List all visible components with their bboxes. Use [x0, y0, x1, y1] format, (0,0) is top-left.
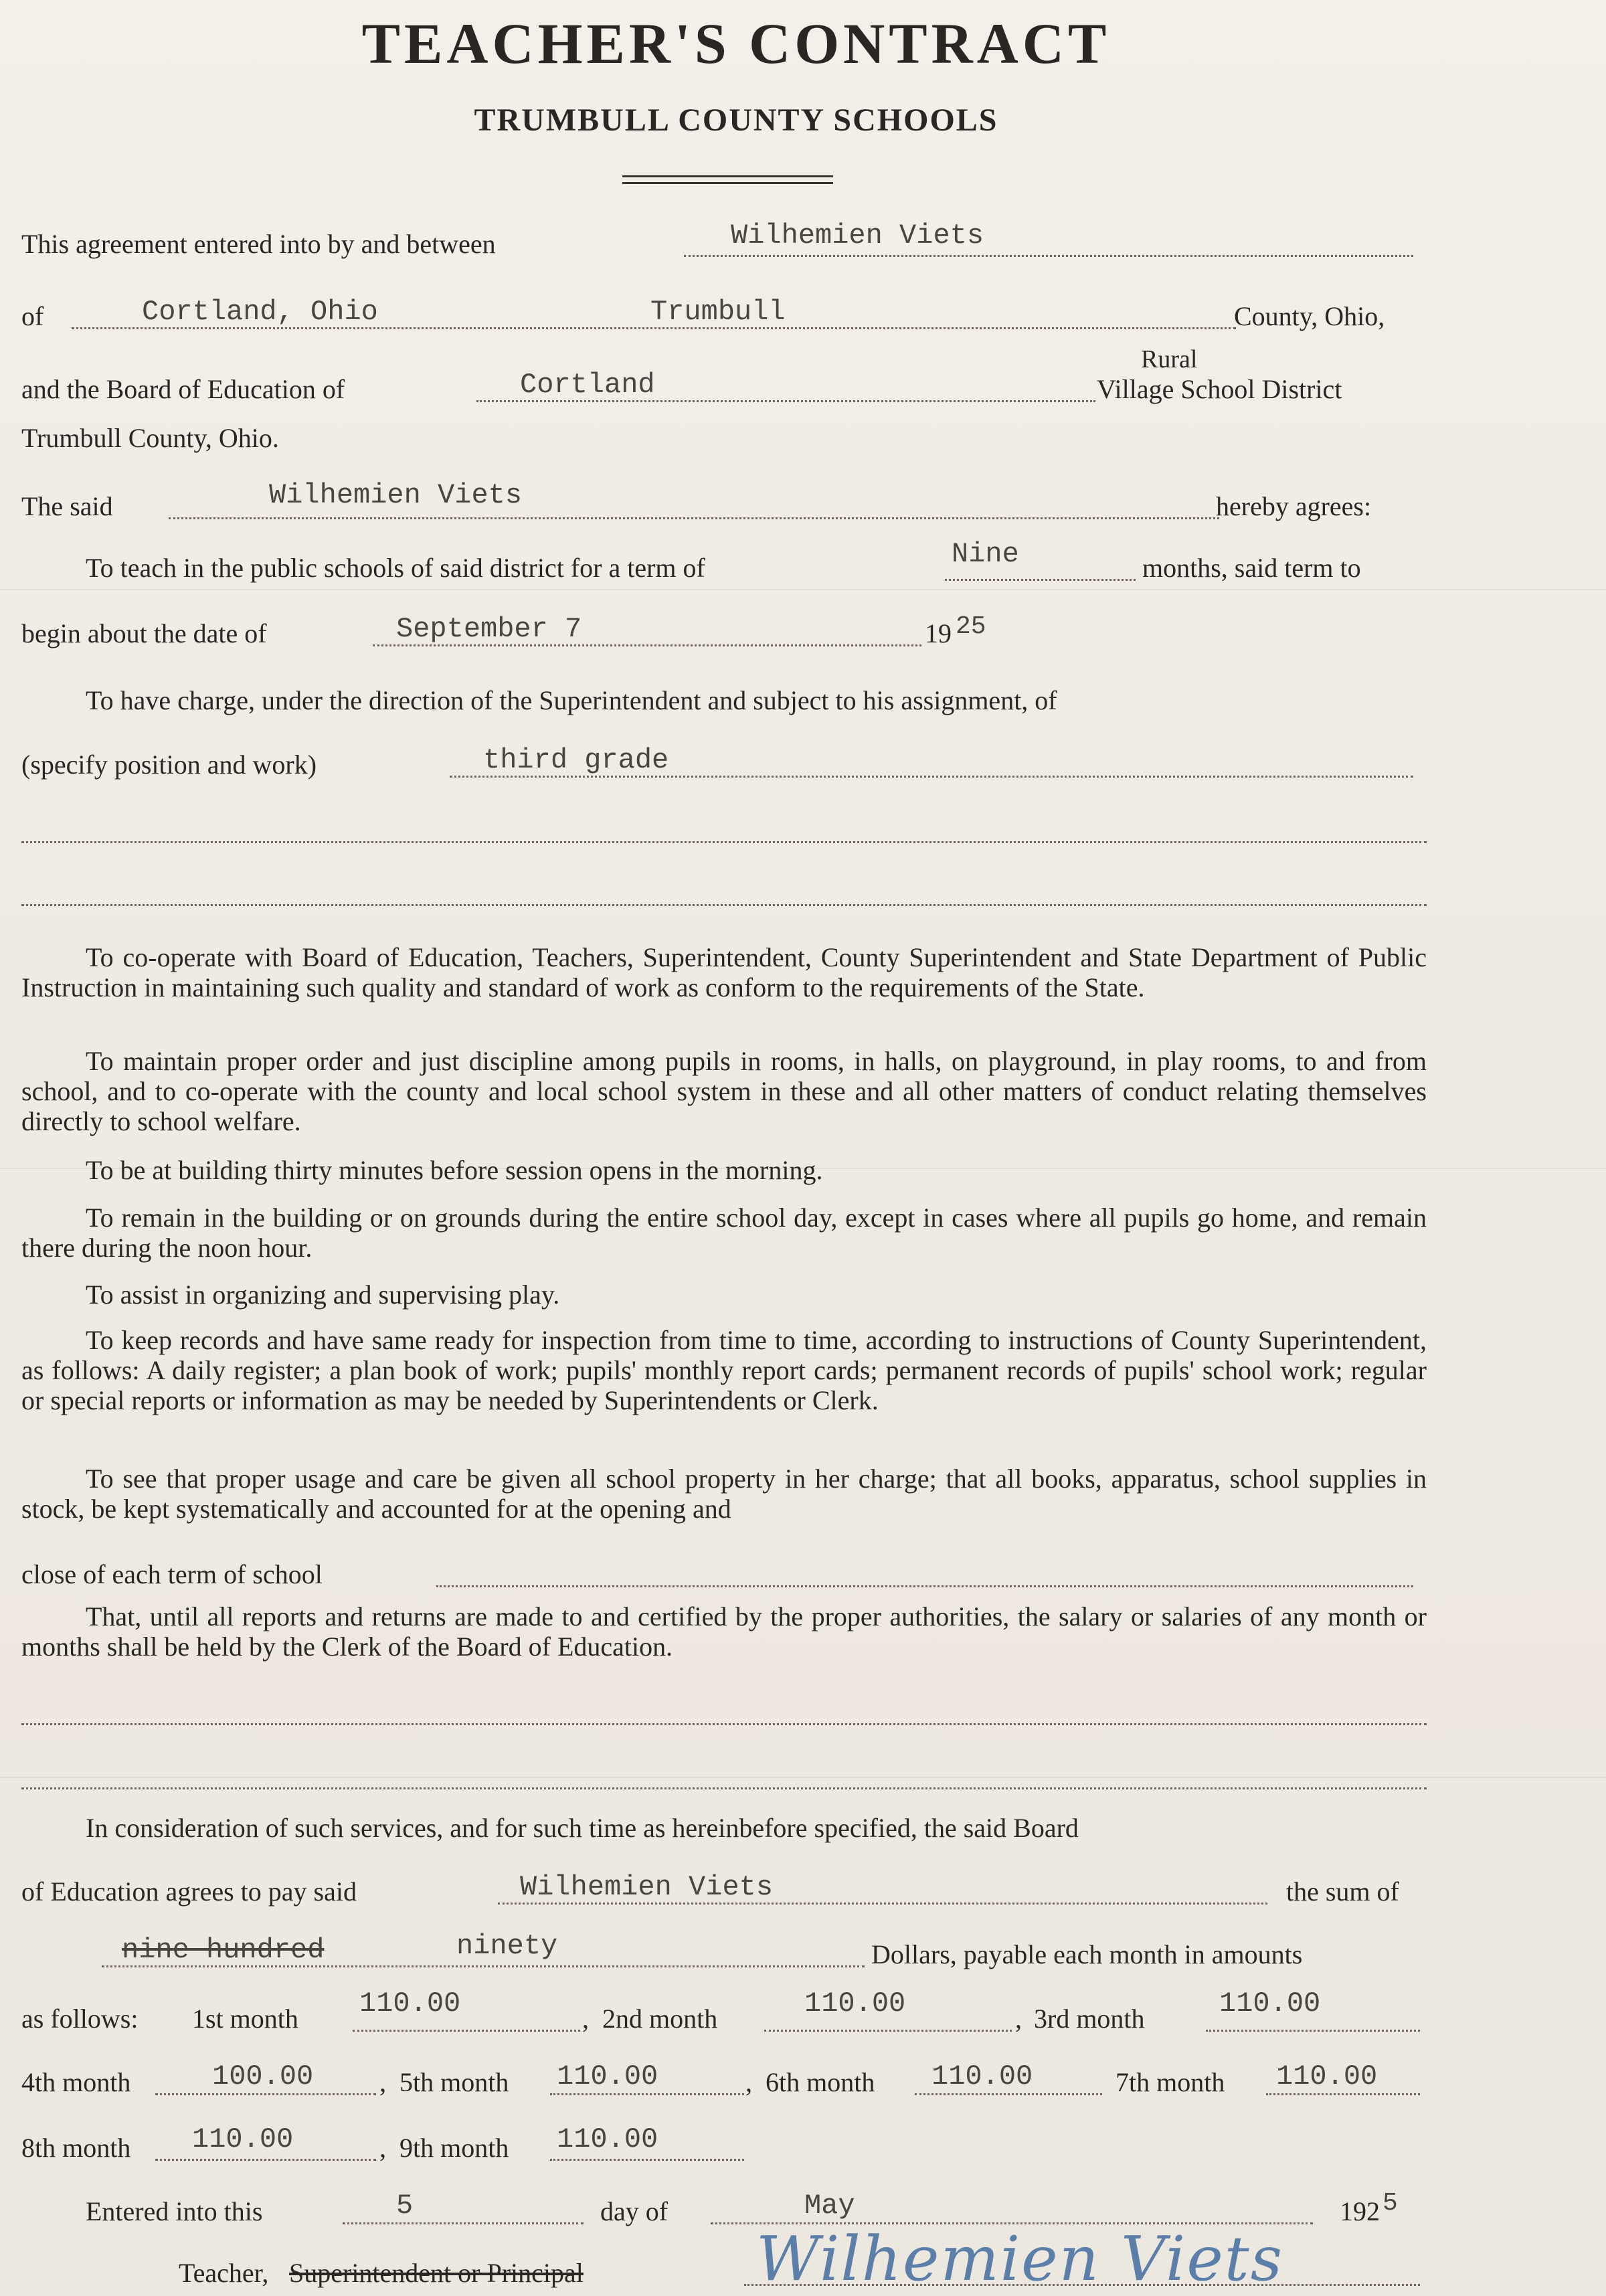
month-line	[353, 2030, 580, 2032]
month-amount: 110.00	[192, 2123, 294, 2155]
teacher-name-line	[684, 255, 1413, 257]
county-field: Trumbull	[650, 296, 786, 328]
said-row	[21, 479, 1427, 526]
begin-row	[21, 610, 1427, 653]
residence-row	[21, 293, 1427, 336]
amount-row	[21, 1931, 1427, 1974]
month-amount: 110.00	[1276, 2060, 1378, 2093]
clause-cooperate: To co-operate with Board of Education, Teachers, Superintendent, County Superintendent and State Department of Public Instruction in maintaining such quality and standard of work as conform to the requirements of the State.	[21, 942, 1427, 1002]
term-row	[21, 538, 1427, 588]
page-subtitle: TRUMBULL COUNTY SCHOOLS	[474, 102, 998, 138]
signature-label-teacher: Teacher,	[179, 2258, 269, 2288]
month-label: 3rd month	[1034, 2004, 1145, 2034]
consideration-row	[21, 1805, 1427, 1848]
month-line	[915, 2093, 1102, 2095]
trumbull-county-label: Trumbull County, Ohio.	[21, 423, 279, 453]
month-line	[1266, 2093, 1420, 2095]
month-label: 8th month	[21, 2133, 131, 2163]
month-separator: ,	[379, 2133, 386, 2163]
clause-reports: That, until all reports and returns are made to and certified by the proper authorities, the salary or salaries of any month or months shall be held by the Clerk of the Board of Education.	[21, 1601, 1427, 1662]
clause-records: To keep records and have same ready for inspection from time to time, according to instructions of County Superintendent, as follows: A daily register; a plan book of work; pupils' monthly report cards; permanent records of pupils' school work; regular or special reports or information as may be needed by Superintendents or Clerk.	[21, 1325, 1427, 1415]
charge-text: To have charge, under the direction of the Superintendent and subject to his assignment, of	[86, 685, 1057, 715]
paper-fold	[0, 589, 1606, 590]
agreement-row	[21, 221, 1427, 264]
school-district-label: Village School District	[1097, 374, 1342, 404]
dollars-label: Dollars, payable each month in amounts	[871, 1939, 1303, 1969]
month-line	[155, 2093, 376, 2095]
town-field: Cortland, Ohio	[142, 296, 378, 328]
month-line	[550, 2093, 744, 2095]
entry-year-prefix: 192	[1340, 2196, 1380, 2226]
signature-label-struck: Superintendent or Principal	[289, 2258, 584, 2288]
clause-play: To assist in organizing and supervising play.	[86, 1279, 560, 1310]
blank-row	[21, 1689, 1427, 1732]
sum-of-label: the sum of	[1286, 1876, 1399, 1907]
clause-property: To see that proper usage and care be given all school property in her charge; that all books, apparatus, school supplies in stock, be kept systematically and accounted for at the opening and	[21, 1464, 1427, 1524]
month-separator: ,	[582, 2004, 589, 2034]
agreement-intro: This agreement entered into by and between	[21, 229, 496, 259]
pay-to-row	[21, 1868, 1427, 1911]
said-label: The said	[21, 491, 113, 521]
blank-line	[21, 1787, 1427, 1789]
months-row-2	[21, 2059, 1427, 2102]
month-line	[1206, 2030, 1420, 2032]
trumbull-row	[21, 415, 1427, 458]
month-label: 6th month	[766, 2067, 875, 2097]
as-follows-label: as follows:	[21, 2004, 139, 2034]
amount-words-field: ninety	[456, 1930, 558, 1962]
amount-struck-field: nine hundred	[122, 1934, 325, 1966]
month-amount: 110.00	[359, 1988, 461, 2020]
month-label: 2nd month	[602, 2004, 718, 2034]
clause-arrive: To be at building thirty minutes before session opens in the morning.	[86, 1155, 823, 1185]
title-divider	[622, 175, 833, 177]
close-line	[436, 1585, 1413, 1587]
county-ohio-label: County, Ohio,	[1234, 301, 1385, 331]
blank-row	[21, 1753, 1427, 1796]
close-row	[21, 1551, 1427, 1594]
payee-field: Wilhemien Viets	[520, 1871, 774, 1903]
month-label: 9th month	[399, 2133, 509, 2163]
said-name-field: Wilhemien Viets	[269, 479, 523, 511]
day-field: 5	[396, 2190, 414, 2222]
month-label: 5th month	[399, 2067, 509, 2097]
charge-row	[21, 677, 1427, 720]
hereby-agrees-label: hereby agrees:	[1216, 491, 1372, 521]
clause-order: To maintain proper order and just discipline among pupils in rooms, in halls, on playground, in play rooms, to and from school, and to co-operate with the county and local school system in these and all other matters of conduct relating themselves directly to school welfare.	[21, 1046, 1427, 1136]
year-suffix-field: 25	[956, 612, 986, 641]
begin-date-field: September 7	[396, 613, 582, 645]
month-label: 1st month	[192, 2004, 298, 2034]
title-divider	[622, 182, 833, 184]
entered-label: Entered into this	[86, 2196, 263, 2226]
begin-label: begin about the date of	[21, 618, 267, 648]
close-label: close of each term of school	[21, 1559, 323, 1589]
blank-line	[21, 841, 1427, 843]
blank-row	[21, 870, 1427, 913]
blank-line	[21, 904, 1427, 906]
district-type-label: Rural	[1141, 345, 1198, 373]
agrees-label: of Education agrees to pay said	[21, 1876, 357, 1907]
month-line	[764, 2030, 1012, 2032]
district-name-field: Cortland	[520, 369, 655, 401]
month-amount: 110.00	[931, 2060, 1033, 2093]
month-separator: ,	[745, 2067, 752, 2097]
month-label: 7th month	[1116, 2067, 1225, 2097]
blank-line	[21, 1723, 1427, 1725]
clause-remain: To remain in the building or on grounds during the entire school day, except in cases where all pupils go home, and remain there during the noon hour.	[21, 1203, 1427, 1263]
months-field: Nine	[952, 538, 1019, 570]
teacher-signature: Wilhemien Viets	[756, 2223, 1283, 2295]
entry-month-field: May	[804, 2190, 855, 2222]
board-label: and the Board of Education of	[21, 374, 345, 404]
page-title: TEACHER'S CONTRACT	[361, 11, 1111, 76]
months-row-3	[21, 2125, 1427, 2168]
month-amount: 100.00	[212, 2060, 314, 2093]
teach-text: To teach in the public schools of said district for a term of	[86, 553, 705, 583]
specify-label: (specify position and work)	[21, 749, 317, 780]
months-label: months, said term to	[1142, 553, 1361, 583]
year-prefix: 19	[925, 618, 952, 648]
month-amount: 110.00	[557, 2123, 658, 2155]
months-row-1	[21, 1988, 1427, 2038]
month-label: 4th month	[21, 2067, 131, 2097]
month-line	[155, 2159, 376, 2161]
teacher-name-field: Wilhemien Viets	[731, 219, 984, 252]
months-line	[945, 579, 1136, 581]
month-amount: 110.00	[557, 2060, 658, 2093]
day-line	[343, 2222, 584, 2224]
month-line	[550, 2159, 744, 2161]
month-amount: 110.00	[804, 1988, 906, 2020]
of-label: of	[21, 301, 44, 331]
blank-row	[21, 807, 1427, 850]
day-of-label: day of	[600, 2196, 668, 2226]
said-name-line	[169, 517, 1219, 519]
position-field: third grade	[483, 744, 669, 776]
entry-year-suffix-field: 5	[1382, 2189, 1398, 2218]
board-row	[21, 366, 1427, 409]
consideration-text: In consideration of such services, and for such time as hereinbefore specified, the said Board	[86, 1813, 1079, 1843]
month-amount: 110.00	[1219, 1988, 1321, 2020]
month-separator: ,	[379, 2067, 386, 2097]
month-separator: ,	[1015, 2004, 1022, 2034]
position-row	[21, 741, 1427, 784]
